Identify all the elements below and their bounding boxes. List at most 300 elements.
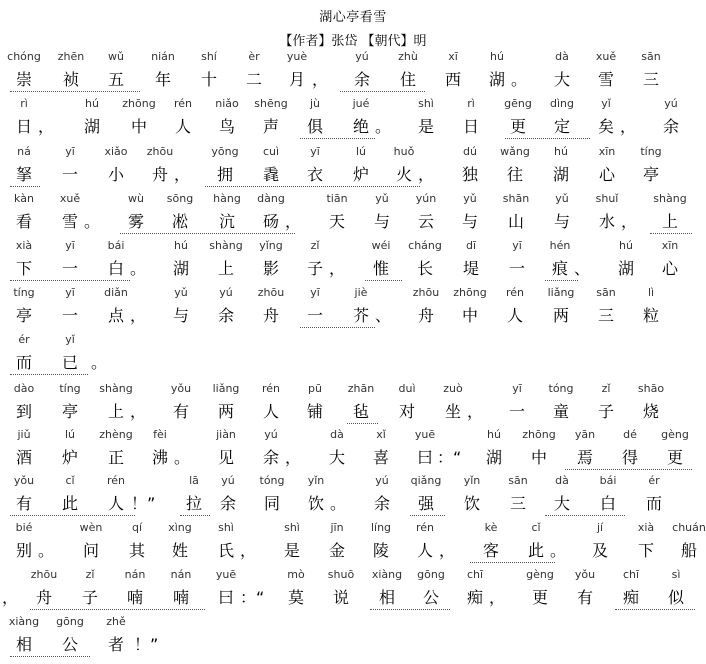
pinyin: rén	[106, 474, 126, 487]
author-dynasty-line: 【作者】张岱 【朝代】明	[279, 34, 427, 49]
hanzi: 喃	[172, 588, 189, 607]
pinyin: shāo	[637, 382, 665, 395]
hanzi: 。	[90, 353, 107, 372]
annotation-underline[interactable]	[565, 469, 692, 470]
hanzi: 水	[598, 212, 615, 231]
pinyin: bái	[599, 474, 617, 487]
pinyin: gēng	[504, 97, 532, 110]
pinyin: hú	[619, 239, 633, 252]
annotation-underline[interactable]	[370, 609, 450, 610]
hanzi: 痕	[551, 259, 568, 278]
pinyin: zǐ	[601, 382, 611, 395]
pinyin: yǐn	[463, 474, 481, 487]
hanzi: 正	[107, 448, 124, 467]
text-line	[0, 286, 706, 330]
hanzi: 曰	[416, 448, 433, 467]
pinyin: xiǎo	[104, 145, 128, 158]
text-line	[0, 521, 706, 565]
pinyin: xìng	[168, 521, 192, 534]
pinyin: lā	[189, 474, 199, 487]
pinyin: yǔ	[375, 192, 389, 205]
pinyin: shuō	[327, 568, 355, 581]
hanzi: 饮	[463, 494, 480, 513]
pinyin: dé	[623, 428, 637, 441]
hanzi: 而	[15, 353, 32, 372]
hanzi: 。	[129, 259, 146, 278]
hanzi: 。	[173, 448, 190, 467]
pinyin: liǎng	[547, 286, 575, 299]
annotation-underline[interactable]	[205, 186, 420, 187]
hanzi: 毡	[352, 402, 369, 421]
hanzi: 余	[217, 306, 234, 325]
pinyin: wèn	[79, 521, 103, 534]
hanzi: 、	[374, 306, 391, 325]
hanzi: ，	[1, 588, 18, 607]
hanzi: 天	[328, 212, 345, 231]
pinyin: gèng	[661, 428, 689, 441]
pinyin: xīn	[661, 239, 679, 252]
pinyin: mò	[287, 568, 305, 581]
annotation-underline[interactable]	[300, 327, 375, 328]
hanzi: 相	[15, 635, 32, 654]
hanzi: 而	[645, 494, 662, 513]
hanzi: 亭	[15, 306, 32, 325]
text-line	[0, 192, 706, 236]
hanzi: 余	[373, 494, 390, 513]
hanzi: ，	[466, 402, 483, 421]
pinyin: chī	[466, 568, 484, 581]
hanzi: ，	[129, 402, 146, 421]
hanzi: 与	[461, 212, 478, 231]
pinyin: yǐng	[259, 239, 283, 252]
hanzi: 惟	[372, 259, 389, 278]
hanzi: 更	[509, 117, 526, 136]
pinyin: zhōu	[257, 286, 285, 299]
hanzi: 人	[262, 402, 279, 421]
pinyin: yú	[375, 474, 389, 487]
pinyin: yú	[264, 428, 278, 441]
pinyin: xiàng	[371, 568, 403, 581]
pinyin: fèi	[153, 428, 167, 441]
pinyin: shì	[284, 521, 300, 534]
hanzi: 绝	[352, 117, 369, 136]
hanzi: 酒	[15, 448, 32, 467]
hanzi: 上	[217, 259, 234, 278]
hanzi: 中	[530, 448, 547, 467]
hanzi: 月	[288, 70, 305, 89]
hanzi: 湖	[488, 70, 505, 89]
hanzi: 一	[508, 402, 525, 421]
hanzi: 日	[15, 117, 32, 136]
hanzi: ，	[620, 212, 637, 231]
hanzi: 到	[15, 402, 32, 421]
hanzi: 者	[107, 635, 124, 654]
annotation-underline[interactable]	[10, 374, 88, 375]
hanzi: 金	[328, 541, 345, 560]
hanzi: 烧	[642, 402, 659, 421]
annotation-underline[interactable]	[10, 186, 40, 187]
annotation-underline[interactable]	[545, 280, 578, 281]
hanzi: ，	[619, 117, 636, 136]
hanzi: 。	[37, 541, 54, 560]
annotation-underline[interactable]	[300, 138, 375, 139]
pinyin: xuě	[59, 192, 81, 205]
annotation-underline[interactable]	[347, 423, 378, 424]
hanzi: 衣	[306, 165, 323, 184]
hanzi: 定	[553, 117, 570, 136]
pinyin: tóng	[259, 474, 285, 487]
hanzi: ！”	[131, 494, 156, 513]
hanzi: 及	[591, 541, 608, 560]
hanzi: 舟	[262, 306, 279, 325]
hanzi: 人	[107, 494, 124, 513]
poem-title: 湖心亭看雪	[319, 10, 387, 25]
hanzi: 拏	[15, 165, 32, 184]
pinyin: bái	[107, 239, 125, 252]
hanzi: 独	[461, 165, 478, 184]
pinyin: wéi	[371, 239, 391, 252]
pinyin: gōng	[417, 568, 445, 581]
pinyin: gèng	[526, 568, 554, 581]
pinyin: zhōng	[122, 97, 156, 110]
hanzi: 子	[597, 402, 614, 421]
pinyin: shàng	[209, 239, 243, 252]
hanzi: 湖	[552, 165, 569, 184]
hanzi: 堤	[462, 259, 479, 278]
pinyin: jué	[352, 97, 370, 110]
hanzi: 白	[107, 259, 124, 278]
hanzi: 氏	[217, 541, 234, 560]
hanzi: 。	[510, 70, 527, 89]
pinyin: tíng	[59, 382, 81, 395]
hanzi: 焉	[576, 448, 593, 467]
pinyin: yú	[219, 286, 233, 299]
pinyin: huǒ	[393, 145, 415, 158]
pinyin: ér	[18, 333, 30, 346]
pinyin: dī	[465, 239, 477, 252]
pinyin: zhōu	[146, 145, 174, 158]
text-line	[0, 145, 706, 189]
pinyin: niǎo	[215, 97, 239, 110]
hanzi: 粒	[642, 306, 659, 325]
hanzi: 崇	[15, 70, 32, 89]
text-line	[0, 428, 706, 472]
hanzi: 往	[506, 165, 523, 184]
pinyin: qí	[131, 521, 143, 534]
hanzi: 长	[416, 259, 433, 278]
pinyin: sān	[641, 50, 661, 63]
annotation-underline[interactable]	[10, 280, 130, 281]
hanzi: 火	[395, 165, 412, 184]
annotation-underline[interactable]	[650, 233, 692, 234]
hanzi: 心	[598, 165, 615, 184]
hanzi: 同	[263, 494, 280, 513]
annotation-underline[interactable]	[615, 609, 695, 610]
hanzi: 舟	[417, 306, 434, 325]
hanzi: ，	[37, 117, 54, 136]
hanzi: 余	[662, 117, 679, 136]
hanzi: 。	[374, 117, 391, 136]
hanzi: 小	[107, 165, 124, 184]
pinyin: tiān	[326, 192, 348, 205]
annotation-underline[interactable]	[180, 515, 210, 516]
hanzi: 湖	[83, 117, 100, 136]
pinyin: yǐ	[65, 333, 75, 346]
pinyin: wǎng	[500, 145, 530, 158]
pinyin: nián	[151, 50, 175, 63]
hanzi: 得	[621, 448, 638, 467]
hanzi: 一	[61, 165, 78, 184]
hanzi: 有	[15, 494, 32, 513]
hanzi: ！”	[134, 635, 159, 654]
hanzi: 别	[15, 541, 32, 560]
pinyin: yī	[310, 286, 320, 299]
hanzi: ，	[311, 70, 328, 89]
pinyin: lú	[64, 428, 76, 441]
pinyin: nán	[124, 568, 146, 581]
hanzi: 炉	[61, 448, 78, 467]
hanzi: 大	[553, 70, 570, 89]
pinyin: bié	[15, 521, 33, 534]
hanzi: 白	[599, 494, 616, 513]
hanzi: 姓	[171, 541, 188, 560]
annotation-underline[interactable]	[365, 280, 402, 281]
pinyin: hú	[174, 239, 188, 252]
pinyin: dà	[555, 474, 569, 487]
hanzi: 饮	[307, 494, 324, 513]
text-line	[0, 239, 706, 283]
hanzi: 一	[61, 306, 78, 325]
annotation-underline[interactable]	[545, 515, 625, 516]
pinyin: hú	[490, 50, 504, 63]
hanzi: 见	[217, 448, 234, 467]
hanzi: ，	[284, 448, 301, 467]
text-line	[0, 382, 706, 426]
pinyin: shuǐ	[595, 192, 619, 205]
pinyin: duì	[398, 382, 416, 395]
pinyin: tíng	[640, 145, 662, 158]
pinyin: dào	[13, 382, 35, 395]
pinyin: yú	[355, 50, 369, 63]
annotation-underline[interactable]	[10, 515, 135, 516]
hanzi: 三	[509, 494, 526, 513]
pinyin: yuē	[414, 428, 436, 441]
hanzi: 沆	[218, 212, 235, 231]
pinyin: dà	[555, 50, 569, 63]
hanzi: 客	[482, 541, 499, 560]
hanzi: 上	[107, 402, 124, 421]
pinyin: yǔ	[174, 286, 188, 299]
annotation-underline[interactable]	[10, 656, 90, 657]
pinyin: líng	[370, 521, 392, 534]
pinyin: zhōng	[522, 428, 556, 441]
annotation-underline[interactable]	[340, 91, 425, 92]
hanzi: 余	[353, 70, 370, 89]
pinyin: yǒu	[13, 474, 35, 487]
pinyin: yuè	[286, 50, 308, 63]
text-line	[0, 615, 706, 659]
hanzi: 人	[174, 117, 191, 136]
hanzi: 芥	[352, 306, 369, 325]
pinyin: jiàn	[216, 428, 236, 441]
hanzi: 祯	[62, 70, 79, 89]
pinyin: liǎng	[212, 382, 240, 395]
hanzi: 子	[306, 259, 323, 278]
pinyin: zǐ	[85, 568, 95, 581]
hanzi: 大	[553, 494, 570, 513]
pinyin: dàng	[257, 192, 285, 205]
hanzi: 鸟	[218, 117, 235, 136]
pinyin: jiè	[354, 286, 368, 299]
pinyin: yú	[221, 474, 235, 487]
hanzi: 湖	[172, 259, 189, 278]
pinyin: zhān	[347, 382, 375, 395]
hanzi: 。	[83, 212, 100, 231]
hanzi: 三	[642, 70, 659, 89]
pinyin: jiǔ	[17, 428, 31, 441]
pinyin: yuē	[215, 568, 237, 581]
annotation-underline[interactable]	[120, 233, 295, 234]
pinyin: xiàng	[8, 615, 40, 628]
hanzi: 下	[637, 541, 654, 560]
hanzi: 一	[306, 306, 323, 325]
hanzi: 一	[508, 259, 525, 278]
pinyin: hú	[85, 97, 99, 110]
pinyin: rì	[467, 97, 475, 110]
pinyin: ér	[648, 474, 660, 487]
hanzi: 点	[107, 306, 124, 325]
pinyin: cháng	[408, 239, 442, 252]
pinyin: yǒu	[170, 382, 192, 395]
hanzi: 毳	[262, 165, 279, 184]
annotation-underline[interactable]	[505, 138, 590, 139]
hanzi: 矣	[597, 117, 614, 136]
hanzi: ，	[173, 165, 190, 184]
hanzi: 湖	[617, 259, 634, 278]
text-line	[0, 97, 706, 141]
hanzi: 陵	[372, 541, 389, 560]
hanzi: 声	[262, 117, 279, 136]
hanzi: 云	[417, 212, 434, 231]
hanzi: 三	[597, 306, 614, 325]
pinyin: cuì	[262, 145, 280, 158]
pinyin: xǐ	[376, 428, 386, 441]
hanzi: ，	[284, 212, 301, 231]
pinyin: wù	[128, 192, 144, 205]
pinyin: yī	[512, 382, 522, 395]
pinyin: zhě	[106, 615, 126, 628]
hanzi: 公	[422, 588, 439, 607]
hanzi: 俱	[306, 117, 323, 136]
hanzi: 拉	[185, 494, 202, 513]
pinyin: jù	[309, 97, 321, 110]
pinyin: cǐ	[65, 474, 75, 487]
hanzi: 雪	[61, 212, 78, 231]
pinyin: hú	[554, 145, 568, 158]
pinyin: sān	[508, 474, 528, 487]
annotation-underline[interactable]	[30, 609, 205, 610]
pinyin: lì	[647, 286, 655, 299]
pinyin: shì	[218, 521, 234, 534]
hanzi: ，	[438, 541, 455, 560]
hanzi: 莫	[287, 588, 304, 607]
pinyin: kè	[484, 521, 498, 534]
pinyin: pū	[308, 382, 322, 395]
hanzi: 余	[219, 494, 236, 513]
pinyin: yī	[310, 145, 320, 158]
pinyin: hú	[487, 428, 501, 441]
hanzi: 中	[130, 117, 147, 136]
annotation-underline[interactable]	[470, 562, 555, 563]
hanzi: 五	[107, 70, 124, 89]
pinyin: cǐ	[531, 521, 541, 534]
pinyin: shān	[502, 192, 530, 205]
hanzi: 喃	[126, 588, 143, 607]
hanzi: 拥	[216, 165, 233, 184]
pinyin: xīn	[598, 145, 616, 158]
pinyin: shí	[201, 50, 217, 63]
text-line	[0, 50, 706, 94]
pinyin: sān	[596, 286, 616, 299]
hanzi: ，	[328, 259, 345, 278]
hanzi: 看	[15, 212, 32, 231]
hanzi: 舟	[35, 588, 52, 607]
hanzi: 其	[128, 541, 145, 560]
pinyin: yú	[664, 97, 678, 110]
hanzi: 余	[262, 448, 279, 467]
pinyin: xuě	[595, 50, 617, 63]
hanzi: 与	[553, 212, 570, 231]
hanzi: ，	[239, 541, 256, 560]
pinyin: chī	[622, 568, 640, 581]
pinyin: zuò	[443, 382, 463, 395]
hanzi: 更	[531, 588, 548, 607]
pinyin: shēng	[254, 97, 288, 110]
text-line	[0, 568, 706, 612]
hanzi: 坐	[444, 402, 461, 421]
pinyin: tóng	[548, 382, 574, 395]
pinyin: yǔ	[555, 192, 569, 205]
hanzi: 亭	[642, 165, 659, 184]
hanzi: 年	[154, 70, 171, 89]
hanzi: 有	[576, 588, 593, 607]
pinyin: rén	[261, 382, 281, 395]
hanzi: 二	[245, 70, 262, 89]
hanzi: 西	[444, 70, 461, 89]
pinyin: hén	[549, 239, 571, 252]
annotation-underline[interactable]	[10, 91, 140, 92]
hanzi: 喜	[372, 448, 389, 467]
pinyin: zhù	[398, 50, 418, 63]
pinyin: hàng	[213, 192, 241, 205]
hanzi: ，	[129, 306, 146, 325]
hanzi: 湖	[485, 448, 502, 467]
hanzi: 凇	[171, 212, 188, 231]
hanzi: 亭	[61, 402, 78, 421]
annotation-underline[interactable]	[410, 515, 445, 516]
hanzi: 两	[552, 306, 569, 325]
hanzi: 住	[399, 70, 416, 89]
hanzi: 人	[506, 306, 523, 325]
pinyin: zhèng	[99, 428, 133, 441]
hanzi: 两	[217, 402, 234, 421]
pinyin: yǔ	[463, 192, 477, 205]
hanzi: 痴	[466, 588, 483, 607]
pinyin: xià	[637, 521, 655, 534]
hanzi: 铺	[306, 402, 323, 421]
hanzi: ，	[417, 165, 434, 184]
pinyin: èr	[248, 50, 260, 63]
